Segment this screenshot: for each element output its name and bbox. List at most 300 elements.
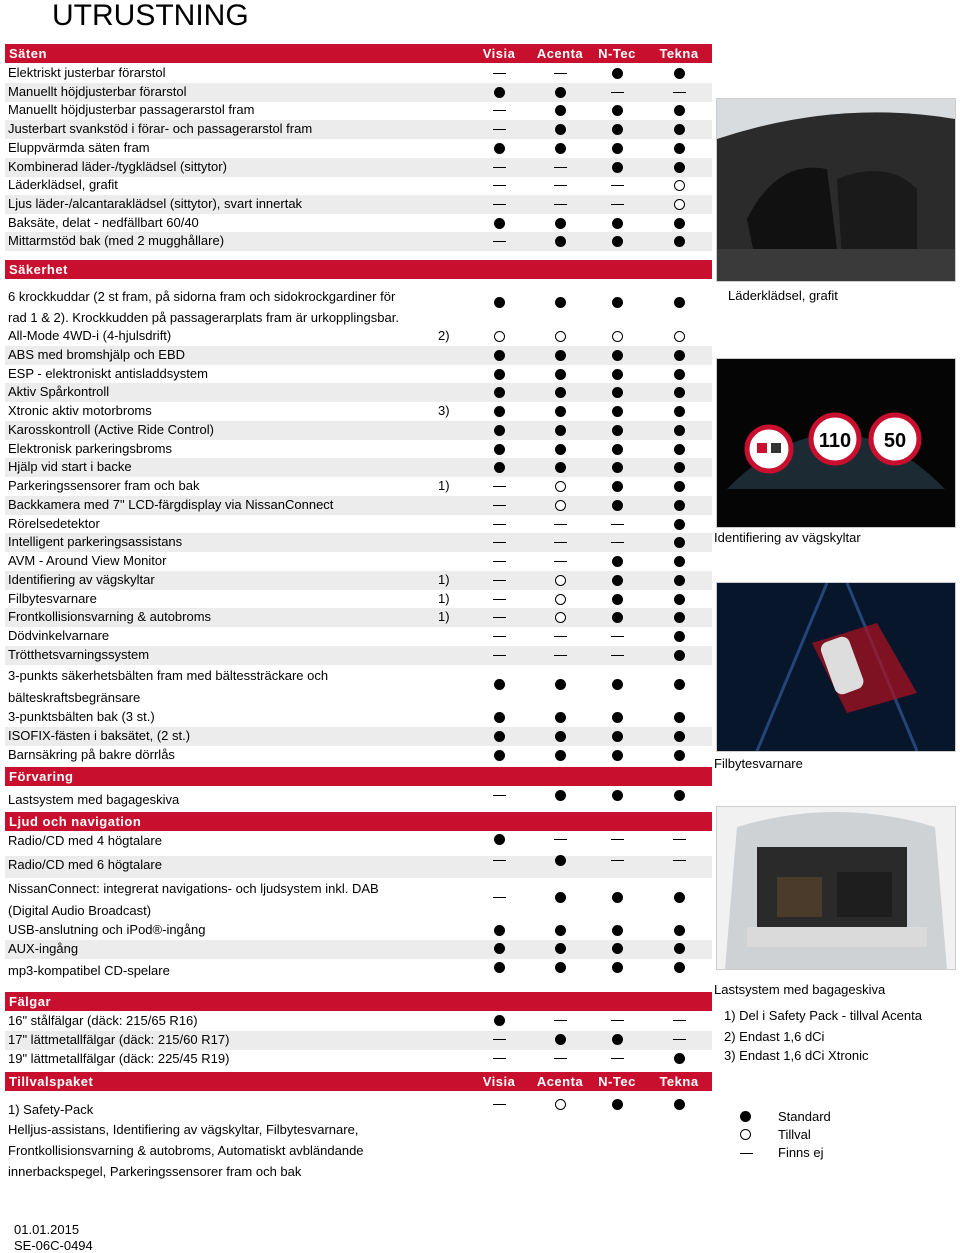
cell-ntec <box>585 347 649 364</box>
safety-pack-description: Frontkollisionsvarning & autobroms, Automatiskt avbländande <box>8 1143 364 1158</box>
cell-visia <box>467 1012 531 1029</box>
standard-dot-icon <box>674 124 685 135</box>
cell-visia <box>467 140 531 157</box>
cell-tekna <box>647 747 711 764</box>
variant-header-visia: Visia <box>482 46 516 61</box>
standard-dot-icon <box>555 943 566 954</box>
cell-visia <box>467 1031 531 1048</box>
footer-date: 01.01.2015 <box>14 1222 80 1237</box>
standard-dot-icon <box>612 124 623 135</box>
cell-tekna <box>647 959 711 976</box>
cell-tekna <box>647 347 711 364</box>
cell-acenta <box>528 422 592 439</box>
cell-visia <box>467 628 531 645</box>
not-available-dash-icon <box>493 580 506 581</box>
row-label: Karosskontroll (Active Ride Control) <box>8 421 214 437</box>
table-row <box>5 327 712 346</box>
optional-circle-icon <box>555 1099 566 1110</box>
standard-dot-icon <box>555 962 566 973</box>
standard-dot-icon <box>494 297 505 308</box>
cell-acenta <box>528 328 592 345</box>
table-row <box>5 383 712 402</box>
cell-ntec <box>585 1031 649 1048</box>
row-label: 16" stålfälgar (däck: 215/65 R16) <box>8 1013 198 1028</box>
cell-ntec <box>585 728 649 745</box>
cell-visia <box>467 889 531 906</box>
cell-ntec <box>585 328 649 345</box>
standard-dot-icon <box>494 425 505 436</box>
standard-dot-icon <box>494 679 505 690</box>
standard-dot-icon <box>555 218 566 229</box>
standard-dot-icon <box>555 297 566 308</box>
row-footnote-ref: 1) <box>438 478 450 493</box>
cell-visia <box>467 347 531 364</box>
cell-visia <box>467 572 531 589</box>
cell-ntec <box>585 628 649 645</box>
not-available-dash-icon <box>493 542 506 543</box>
cell-tekna <box>647 102 711 119</box>
leather-interior-image <box>716 98 956 282</box>
cell-acenta <box>528 676 592 693</box>
cell-visia <box>467 403 531 420</box>
row-label: Baksäte, delat - nedfällbart 60/40 <box>8 214 199 230</box>
standard-dot-icon <box>674 925 685 936</box>
cell-visia <box>467 852 531 869</box>
standard-dot-icon <box>612 750 623 761</box>
standard-dot-icon <box>674 236 685 247</box>
cell-visia <box>467 422 531 439</box>
standard-dot-icon <box>674 462 685 473</box>
cell-acenta <box>528 787 592 804</box>
table-row <box>5 83 712 102</box>
not-available-dash-icon <box>554 636 567 637</box>
cell-ntec <box>585 215 649 232</box>
not-available-dash-icon <box>611 655 624 656</box>
row-label: Trötthetsvarningssystem <box>8 646 150 662</box>
standard-dot-icon <box>612 731 623 742</box>
table-row <box>5 667 712 705</box>
cell-tekna <box>647 647 711 664</box>
cell-ntec <box>585 478 649 495</box>
row-label: AUX-ingång <box>8 941 79 956</box>
section-title: Säten <box>9 46 47 61</box>
row-label-cont: bälteskraftsbegränsare <box>8 690 141 705</box>
optional-circle-icon <box>674 180 685 191</box>
cell-tekna <box>647 852 711 869</box>
cell-tekna <box>647 403 711 420</box>
standard-dot-icon <box>555 387 566 398</box>
not-available-dash-icon <box>493 505 506 506</box>
table-row <box>5 64 712 83</box>
row-label: 1) Safety-Pack <box>8 1102 94 1117</box>
row-label: Kombinerad läder-/tygklädsel (sittytor) <box>8 158 227 174</box>
cell-ntec <box>585 177 649 194</box>
table-row <box>5 708 712 727</box>
cell-acenta <box>528 516 592 533</box>
cell-visia <box>467 747 531 764</box>
standard-dot-icon <box>612 481 623 492</box>
optional-circle-icon <box>555 500 566 511</box>
table-row <box>5 346 712 365</box>
section-title: Förvaring <box>9 769 74 784</box>
cell-tekna <box>647 196 711 213</box>
standard-dot-icon <box>612 594 623 605</box>
standard-dot-icon <box>674 750 685 761</box>
cell-ntec <box>585 609 649 626</box>
row-label: Xtronic aktiv motorbroms <box>8 403 152 418</box>
standard-dot-icon <box>555 712 566 723</box>
row-label: Ljus läder-/alcantaraklädsel (sittytor), svart innertak <box>8 195 303 211</box>
variant-header-tekna: Tekna <box>659 46 699 61</box>
section-title: Tillvalspaket <box>9 1074 94 1089</box>
cell-tekna <box>647 940 711 957</box>
not-available-dash-icon <box>493 561 506 562</box>
standard-dot-icon <box>612 943 623 954</box>
table-row <box>5 176 712 195</box>
standard-dot-icon <box>555 87 566 98</box>
not-available-dash-icon <box>611 1020 624 1021</box>
cell-acenta <box>528 347 592 364</box>
not-available-dash-icon <box>493 204 506 205</box>
not-available-dash-icon <box>740 1153 753 1154</box>
optional-circle-icon <box>674 331 685 342</box>
cell-visia <box>467 384 531 401</box>
footer-code: SE-06C-0494 <box>14 1238 93 1253</box>
table-row <box>5 571 712 590</box>
standard-dot-icon <box>612 68 623 79</box>
cell-tekna <box>647 676 711 693</box>
variant-header-tekna: Tekna <box>659 1074 699 1089</box>
optional-circle-icon <box>494 331 505 342</box>
cell-tekna <box>647 709 711 726</box>
standard-dot-icon <box>612 556 623 567</box>
footnote-3: 3) Endast 1,6 dCi Xtronic <box>724 1048 869 1063</box>
page-title: UTRUSTNING <box>52 0 249 32</box>
standard-dot-icon <box>612 387 623 398</box>
standard-dot-icon <box>494 143 505 154</box>
standard-dot-icon <box>674 962 685 973</box>
table-row <box>5 120 712 139</box>
standard-dot-icon <box>494 387 505 398</box>
section-header-sakerhet <box>5 260 712 279</box>
cell-ntec <box>585 553 649 570</box>
table-row <box>5 158 712 177</box>
cell-tekna <box>647 177 711 194</box>
speed-sign-50: 50 <box>883 430 907 452</box>
cell-ntec <box>585 233 649 250</box>
cell-ntec <box>585 922 649 939</box>
not-available-dash-icon <box>554 1058 567 1059</box>
cell-visia <box>467 233 531 250</box>
cell-tekna <box>647 572 711 589</box>
cell-visia <box>467 121 531 138</box>
cell-ntec <box>585 647 649 664</box>
cell-tekna <box>647 1012 711 1029</box>
cell-ntec <box>585 1096 649 1113</box>
standard-dot-icon <box>740 1111 751 1122</box>
cell-ntec <box>585 591 649 608</box>
cell-ntec <box>585 787 649 804</box>
standard-dot-icon <box>674 1053 685 1064</box>
row-label: USB-anslutning och iPod®-ingång <box>8 922 206 937</box>
not-available-dash-icon <box>554 524 567 525</box>
cell-visia <box>467 196 531 213</box>
standard-dot-icon <box>674 297 685 308</box>
table-row <box>5 1012 712 1031</box>
cell-ntec <box>585 959 649 976</box>
cell-acenta <box>528 384 592 401</box>
not-available-dash-icon <box>493 1104 506 1105</box>
cell-acenta <box>528 403 592 420</box>
optional-circle-icon <box>740 1129 751 1140</box>
standard-dot-icon <box>674 712 685 723</box>
cell-visia <box>467 728 531 745</box>
cell-ntec <box>585 709 649 726</box>
table-row <box>5 101 712 120</box>
variant-header-visia: Visia <box>482 1074 516 1089</box>
cell-tekna <box>647 441 711 458</box>
standard-dot-icon <box>612 500 623 511</box>
cell-tekna <box>647 728 711 745</box>
standard-dot-icon <box>494 218 505 229</box>
cell-visia <box>467 709 531 726</box>
row-label: Justerbart svankstöd i förar- och passagerarstol fram <box>8 121 313 137</box>
cell-tekna <box>647 294 711 311</box>
speed-sign-110: 110 <box>818 430 852 452</box>
table-row <box>5 477 712 496</box>
table-row <box>5 627 712 646</box>
cell-visia <box>467 1050 531 1067</box>
cell-acenta <box>528 215 592 232</box>
standard-dot-icon <box>555 892 566 903</box>
row-label: Eluppvärmda säten fram <box>8 139 150 155</box>
row-footnote-ref: 3) <box>438 403 450 418</box>
row-footnote-ref: 1) <box>438 609 450 625</box>
cell-acenta <box>528 1050 592 1067</box>
optional-circle-icon <box>555 594 566 605</box>
cell-ntec <box>585 159 649 176</box>
cell-tekna <box>647 422 711 439</box>
standard-dot-icon <box>674 425 685 436</box>
table-row <box>5 962 712 986</box>
row-label: Läderklädsel, grafit <box>8 177 118 193</box>
optional-circle-icon <box>555 612 566 623</box>
standard-dot-icon <box>674 943 685 954</box>
section-title: Ljud och navigation <box>9 814 142 829</box>
cell-acenta <box>528 1096 592 1113</box>
optional-circle-icon <box>555 575 566 586</box>
cell-acenta <box>528 591 592 608</box>
table-row <box>5 421 712 440</box>
cell-tekna <box>647 831 711 848</box>
footnote-2: 2) Endast 1,6 dCi <box>724 1029 825 1044</box>
table-row <box>5 608 712 627</box>
row-label: 6 krockkuddar (2 st fram, på sidorna fram och sidokrockgardiner för <box>8 289 396 304</box>
standard-dot-icon <box>612 236 623 247</box>
standard-dot-icon <box>674 731 685 742</box>
variant-header-ntec: N-Tec <box>598 46 636 61</box>
standard-dot-icon <box>555 143 566 154</box>
standard-dot-icon <box>674 500 685 511</box>
cell-acenta <box>528 459 592 476</box>
standard-dot-icon <box>674 369 685 380</box>
cell-ntec <box>585 102 649 119</box>
cell-acenta <box>528 922 592 939</box>
standard-dot-icon <box>612 162 623 173</box>
row-label: Dödvinkelvarnare <box>8 628 110 643</box>
not-available-dash-icon <box>611 542 624 543</box>
cell-visia <box>467 676 531 693</box>
table-row <box>5 533 712 552</box>
not-available-dash-icon <box>611 839 624 840</box>
standard-dot-icon <box>494 369 505 380</box>
table-row <box>5 552 712 571</box>
not-available-dash-icon <box>554 185 567 186</box>
table-row <box>5 496 712 515</box>
cell-tekna <box>647 140 711 157</box>
standard-dot-icon <box>555 750 566 761</box>
standard-dot-icon <box>674 218 685 229</box>
cell-tekna <box>647 366 711 383</box>
standard-dot-icon <box>674 444 685 455</box>
standard-dot-icon <box>494 712 505 723</box>
standard-dot-icon <box>612 962 623 973</box>
standard-dot-icon <box>674 892 685 903</box>
standard-dot-icon <box>555 1034 566 1045</box>
cell-acenta <box>528 534 592 551</box>
cell-tekna <box>647 478 711 495</box>
cell-ntec <box>585 497 649 514</box>
cell-visia <box>467 959 531 976</box>
not-available-dash-icon <box>493 129 506 130</box>
cell-acenta <box>528 84 592 101</box>
cell-ntec <box>585 403 649 420</box>
row-label: mp3-kompatibel CD-spelare <box>8 963 170 978</box>
row-label: Intelligent parkeringsassistans <box>8 534 183 550</box>
standard-dot-icon <box>674 537 685 548</box>
row-label: Aktiv Spårkontroll <box>8 384 110 400</box>
standard-dot-icon <box>612 1099 623 1110</box>
cell-tekna <box>647 215 711 232</box>
luggage-system-image <box>716 806 956 970</box>
standard-dot-icon <box>555 731 566 742</box>
cell-tekna <box>647 889 711 906</box>
cell-visia <box>467 328 531 345</box>
legend-finns-ej: Finns ej <box>778 1145 824 1160</box>
cell-ntec <box>585 1012 649 1029</box>
not-available-dash-icon <box>493 524 506 525</box>
cell-acenta <box>528 647 592 664</box>
section-title: Säkerhet <box>9 262 68 277</box>
cell-acenta <box>528 628 592 645</box>
not-available-dash-icon <box>493 897 506 898</box>
cell-acenta <box>528 65 592 82</box>
cell-visia <box>467 478 531 495</box>
row-footnote-ref: 1) <box>438 590 450 606</box>
row-label: Parkeringssensorer fram och bak <box>8 478 200 493</box>
cell-tekna <box>647 787 711 804</box>
cell-visia <box>467 65 531 82</box>
row-label: NissanConnect: integrerat navigations- och ljudsystem inkl. DAB <box>8 881 379 896</box>
standard-dot-icon <box>555 679 566 690</box>
standard-dot-icon <box>674 68 685 79</box>
not-available-dash-icon <box>554 655 567 656</box>
not-available-dash-icon <box>673 860 686 861</box>
standard-dot-icon <box>674 350 685 361</box>
row-label: ABS med bromshjälp och EBD <box>8 346 186 362</box>
row-label: Manuellt höjdjusterbar passagerarstol fram <box>8 102 255 118</box>
cell-acenta <box>528 441 592 458</box>
standard-dot-icon <box>612 105 623 116</box>
cell-ntec <box>585 889 649 906</box>
caption-lane-departure: Filbytesvarnare <box>714 756 803 771</box>
table-row <box>5 195 712 214</box>
cell-ntec <box>585 366 649 383</box>
standard-dot-icon <box>494 943 505 954</box>
standard-dot-icon <box>555 925 566 936</box>
row-label: Barnsäkring på bakre dörrlås <box>8 747 175 762</box>
standard-dot-icon <box>612 790 623 801</box>
standard-dot-icon <box>674 406 685 417</box>
cell-acenta <box>528 177 592 194</box>
section-title: Fälgar <box>9 994 52 1009</box>
standard-dot-icon <box>494 962 505 973</box>
standard-dot-icon <box>612 462 623 473</box>
section-header-forvaring <box>5 767 712 786</box>
cell-tekna <box>647 384 711 401</box>
row-label: 3-punktsbälten bak (3 st.) <box>8 709 155 724</box>
cell-tekna <box>647 459 711 476</box>
variant-header-ntec: N-Tec <box>598 1074 636 1089</box>
cell-acenta <box>528 852 592 869</box>
cell-ntec <box>585 831 649 848</box>
standard-dot-icon <box>612 892 623 903</box>
optional-circle-icon <box>674 199 685 210</box>
cell-visia <box>467 831 531 848</box>
row-footnote-ref: 2) <box>438 328 450 343</box>
not-available-dash-icon <box>673 1039 686 1040</box>
table-row <box>5 727 712 746</box>
row-label: Filbytesvarnare <box>8 590 97 606</box>
standard-dot-icon <box>612 369 623 380</box>
standard-dot-icon <box>494 462 505 473</box>
standard-dot-icon <box>555 105 566 116</box>
standard-dot-icon <box>555 236 566 247</box>
not-available-dash-icon <box>493 636 506 637</box>
cell-tekna <box>647 65 711 82</box>
cell-tekna <box>647 534 711 551</box>
cell-visia <box>467 534 531 551</box>
row-label: Backkamera med 7" LCD-färgdisplay via NissanConnect <box>8 496 334 512</box>
cell-ntec <box>585 441 649 458</box>
standard-dot-icon <box>674 575 685 586</box>
standard-dot-icon <box>612 297 623 308</box>
standard-dot-icon <box>674 1099 685 1110</box>
cell-ntec <box>585 940 649 957</box>
lane-departure-image <box>716 582 956 752</box>
standard-dot-icon <box>494 834 505 845</box>
table-row <box>5 1101 712 1120</box>
cell-ntec <box>585 516 649 533</box>
standard-dot-icon <box>674 631 685 642</box>
not-available-dash-icon <box>493 167 506 168</box>
cell-visia <box>467 553 531 570</box>
not-available-dash-icon <box>554 73 567 74</box>
cell-acenta <box>528 121 592 138</box>
cell-tekna <box>647 233 711 250</box>
cell-tekna <box>647 591 711 608</box>
standard-dot-icon <box>674 679 685 690</box>
